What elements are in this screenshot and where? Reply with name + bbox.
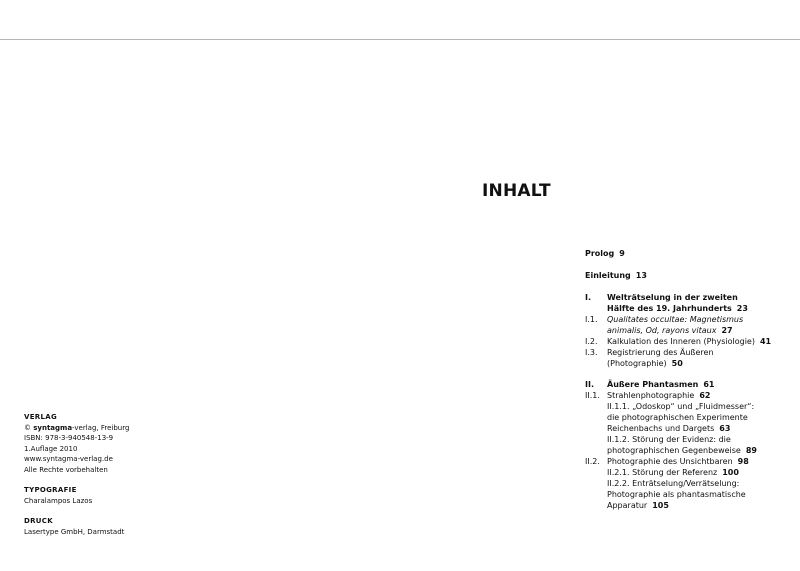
verlag-heading: VERLAG [24,413,58,421]
toc-page-number: 98 [737,457,749,466]
isbn: ISBN: 978-3-940548-13-9 [24,434,114,442]
toc-subentry-label: Apparatur [607,501,648,510]
toc-entry-number: I.2. [585,337,598,346]
imprint-block [24,412,244,537]
toc-entry-i1 [585,314,785,336]
toc-page-number: 27 [721,326,733,335]
toc-page-number: 89 [745,446,757,455]
copyright-symbol: © [24,423,34,432]
toc-subentry-label: II.2.2. Enträtselung/Verrätselung: [607,479,740,488]
typografie-name: Charalampos Lazos [24,496,93,505]
toc-entry-i3 [585,347,785,369]
typografie-heading: TYPOGRAFIE [24,486,77,494]
toc-subentry-label: II.1.2. Störung der Evidenz: die [607,435,731,444]
toc-part-number: I. [585,293,592,302]
toc-entry-label: Kalkulation des Inneren (Physiologie) [607,337,755,346]
druck-name: Lasertype GmbH, Darmstadt [24,527,125,536]
website: www.syntagma-verlag.de [24,455,113,463]
toc-entry-number: II.1. [585,391,600,400]
toc-part-1 [585,292,785,314]
edition: 1.Auflage 2010 [24,444,78,453]
toc-entry-label: animalis, Od, rayons vitaux [607,326,717,335]
toc-entry-label: (Photographie) [607,359,667,368]
toc-entry-label: Einleitung [585,271,631,280]
toc-entry-label: Registrierung des Äußeren [607,348,714,357]
toc-entry-prolog [585,248,785,259]
toc-part-number: II. [585,380,594,389]
toc-page-number: 50 [671,359,683,368]
verlag-copyright [24,423,244,434]
toc-part-2 [585,379,785,390]
toc-subentry-label: II.1.1. „Odoskop“ und „Fluidmesser“: [607,402,755,411]
toc-page-number: 62 [699,391,711,400]
toc-page-number: 61 [703,380,715,389]
page-title: INHALT [482,181,551,201]
toc-entry-ii1 [585,390,785,456]
toc-entry-number: II.2. [585,457,600,466]
publisher-brand: syntagma [33,423,73,432]
toc-subentry-label: Reichenbachs und Dargets [607,424,715,433]
top-bar [0,0,800,40]
toc-page-number: 100 [722,468,739,477]
publisher-location: -verlag, Freiburg [72,423,130,432]
toc-entry-number: I.3. [585,348,598,357]
toc-subentry-label: photographischen Gegenbeweise [607,446,741,455]
toc-page-number: 63 [719,424,731,433]
toc-entry-label: Prolog [585,249,615,258]
toc-part-title-line: Hälfte des 19. Jahrhunderts [607,304,732,313]
table-of-contents [585,248,785,511]
toc-subentry-label: Photographie als phantasmatische [607,490,746,499]
toc-page-number: 23 [736,304,748,313]
druck-heading: DRUCK [24,517,53,525]
toc-subentry-label: II.2.1. Störung der Referenz [607,468,718,477]
toc-subentry-label: die photographischen Experimente [607,413,748,422]
toc-entry-label: Qualitates occultae: Magnetismus [607,315,744,324]
toc-entry-einleitung [585,270,785,281]
toc-page-number: 105 [652,501,669,510]
rights: Alle Rechte vorbehalten [24,465,108,474]
toc-entry-label: Strahlenphotographie [607,391,695,400]
toc-entry-ii2 [585,456,785,511]
toc-part-title-line: Welträtselung in der zweiten [607,293,738,302]
toc-page-number: 13 [635,271,647,280]
toc-entry-number: I.1. [585,315,598,324]
toc-entry-label: Photographie des Unsichtbaren [607,457,733,466]
toc-entry-i2 [585,336,785,347]
toc-page-number: 41 [759,337,772,346]
toc-page-number: 9 [619,249,625,258]
toc-part-title: Äußere Phantasmen [607,380,699,389]
